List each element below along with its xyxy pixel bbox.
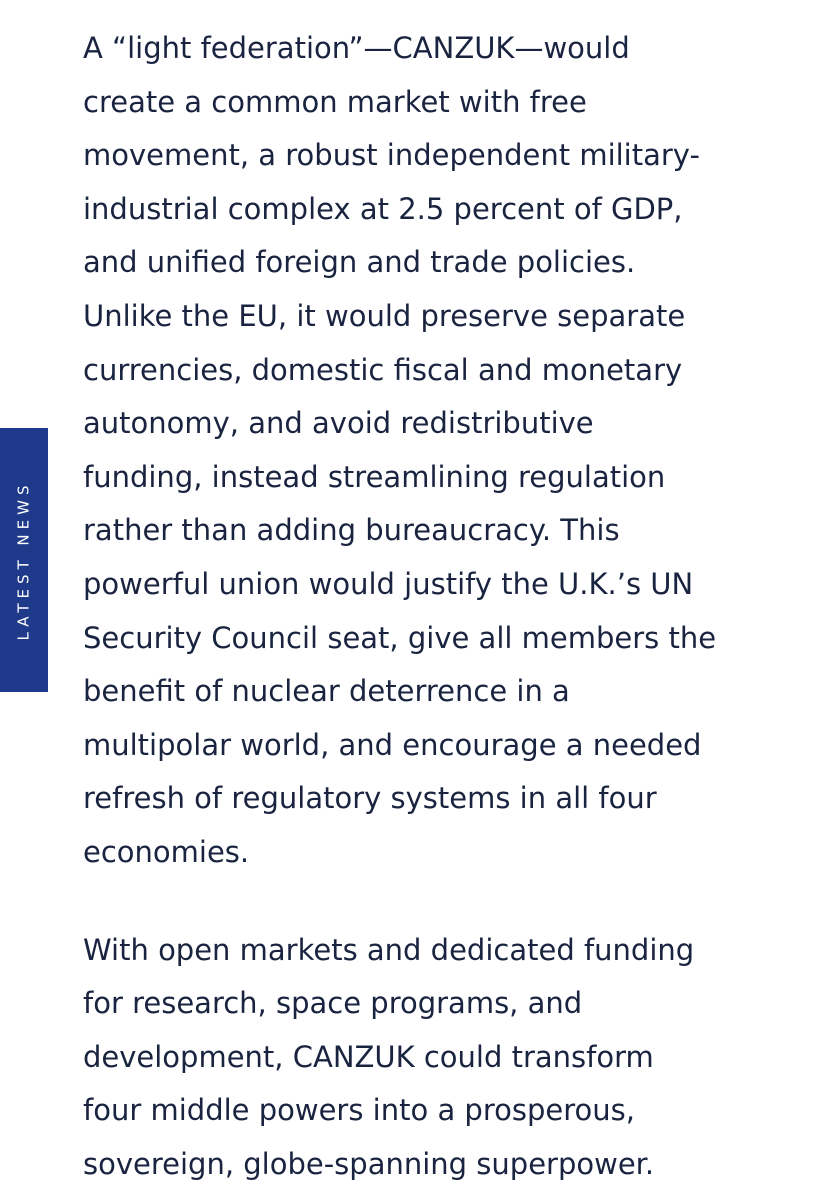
- paragraph-line: powerful union would justify the U.K.’s UN: [83, 566, 694, 601]
- paragraph-line: funding, instead streamlining regulation: [83, 459, 666, 494]
- paragraph-line: and unified foreign and trade policies.: [83, 245, 636, 280]
- article-paragraph-1: [83, 22, 783, 880]
- paragraph-line: Security Council seat, give all members the: [83, 620, 717, 655]
- paragraph-line: for research, space programs, and: [83, 986, 583, 1021]
- paragraph-line: autonomy, and avoid redistributive: [83, 406, 594, 441]
- paragraph-line: four middle powers into a prosperous,: [83, 1093, 635, 1128]
- paragraph-line: development, CANZUK could transform: [83, 1039, 654, 1074]
- paragraph-line: benefit of nuclear deterrence in a: [83, 674, 570, 709]
- paragraph-line: economies.: [83, 834, 250, 869]
- paragraph-line: With open markets and dedicated funding: [83, 932, 695, 967]
- paragraph-line: sovereign, globe-spanning superpower.: [83, 1146, 655, 1181]
- paragraph-line: refresh of regulatory systems in all four: [83, 781, 657, 816]
- article-paragraph-2: [83, 924, 783, 1192]
- paragraph-line: currencies, domestic fiscal and monetary: [83, 352, 683, 387]
- latest-news-label: LATEST NEWS: [14, 480, 33, 640]
- article-body: [83, 22, 783, 1191]
- paragraph-line: movement, a robust independent military-: [83, 138, 700, 173]
- latest-news-tab[interactable]: [0, 428, 48, 692]
- paragraph-line: rather than adding bureaucracy. This: [83, 513, 620, 548]
- paragraph-line: Unlike the EU, it would preserve separate: [83, 298, 686, 333]
- paragraph-line: A “light federation”—CANZUK—would: [83, 31, 630, 65]
- paragraph-line: industrial complex at 2.5 percent of GDP,: [83, 191, 683, 226]
- paragraph-line: multipolar world, and encourage a needed: [83, 727, 702, 762]
- paragraph-line: create a common market with free: [83, 84, 587, 119]
